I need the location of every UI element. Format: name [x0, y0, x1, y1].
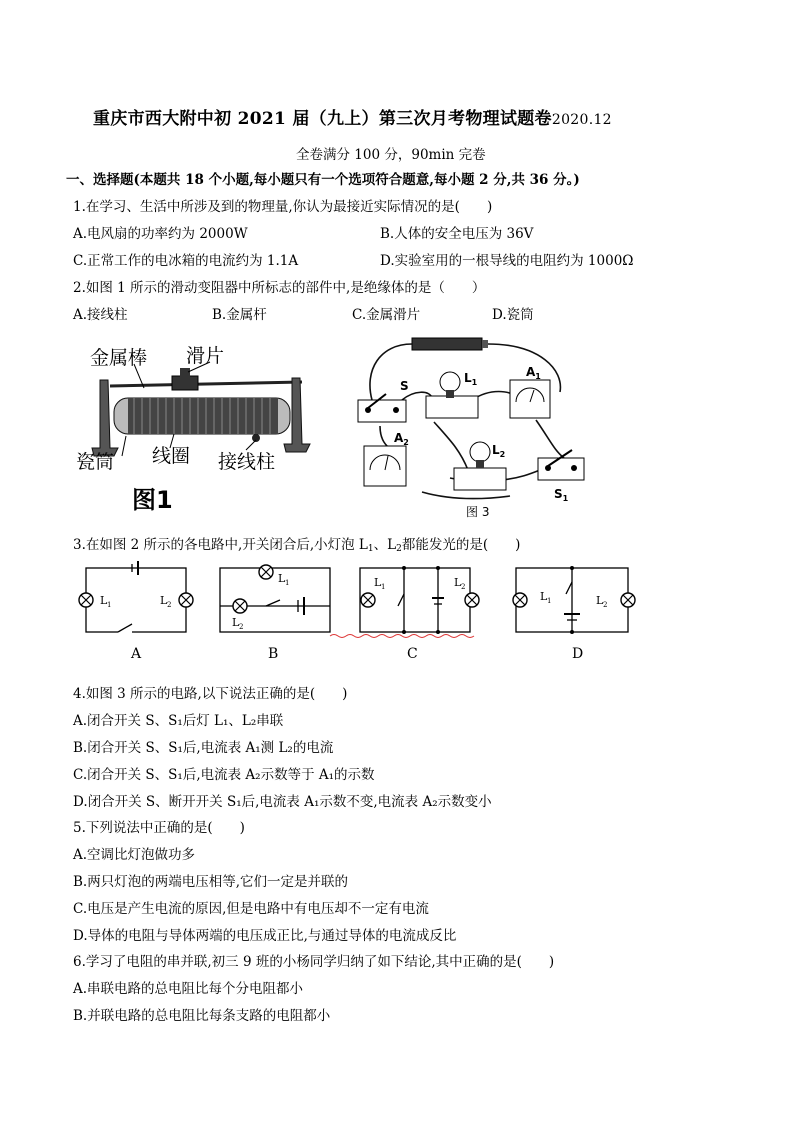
lamp-l2	[470, 442, 490, 462]
slider-knob	[180, 368, 190, 378]
svg-text:L: L	[100, 594, 108, 607]
q6-option-b: B.并联电路的总电阻比每条支路的电阻都小	[73, 1008, 331, 1024]
svg-text:2: 2	[239, 623, 244, 631]
circuit-d	[516, 568, 628, 632]
svg-text:L: L	[232, 616, 240, 629]
slider	[172, 376, 198, 390]
svg-text:L: L	[278, 572, 286, 585]
q5-option-d: D.导体的电阻与导体两端的电压成正比,与通过导体的电流成反比	[73, 928, 457, 944]
q6-option-a: A.串联电路的总电阻比每个分电阻都小	[73, 981, 304, 997]
metal-rod	[110, 382, 302, 386]
figure-1-caption: 图1	[132, 486, 173, 514]
switch-s1	[538, 458, 584, 480]
q3-option-a-label: A	[131, 646, 142, 662]
svg-text:1: 1	[107, 601, 112, 609]
q5-option-a: A.空调比灯泡做功多	[73, 847, 196, 863]
svg-text:L: L	[374, 576, 382, 589]
q4-option-a: A.闭合开关 S、S₁后灯 L₁、L₂串联	[73, 713, 284, 729]
title-text: 重庆市西大附中初 2021 届（九上）第三次月考物理试题卷	[93, 109, 552, 129]
page-subtitle: 全卷满分 100 分，90min 完卷	[296, 147, 486, 163]
q4-option-c: C.闭合开关 S、S₁后,电流表 A₂示数等于 A₁的示数	[73, 767, 375, 783]
svg-text:L: L	[160, 594, 168, 607]
q5-stem: 5.下列说法中正确的是( )	[73, 820, 245, 836]
q3-option-c-label: C	[407, 646, 418, 662]
svg-text:S1: $S_1$	[554, 487, 569, 503]
q4-stem: 4.如图 3 所示的电路,以下说法正确的是( )	[73, 686, 348, 702]
page-title	[93, 110, 612, 129]
svg-text:L: L	[540, 590, 548, 603]
label-porcelain-tube: 瓷筒	[76, 451, 115, 473]
figure-3-circuit	[350, 330, 598, 520]
q2-option-b: B.金属杆	[212, 307, 267, 323]
q3-stem: 3.在如图 2 所示的各电路中,开关闭合后,小灯泡 $L_1$、$L_2$都能发光的是( )	[73, 537, 521, 554]
label-terminal: 接线柱	[218, 451, 276, 473]
q4-option-d: D.闭合开关 S、断开开关 S₁后,电流表 A₁示数不变,电流表 A₂示数变小	[73, 794, 492, 810]
q2-option-d: D.瓷筒	[492, 307, 534, 323]
q5-option-c: C.电压是产生电流的原因,但是电路中有电压却不一定有电流	[73, 901, 429, 917]
svg-text:2: 2	[167, 601, 172, 609]
svg-text:1: 1	[547, 597, 552, 605]
q1-option-d: D.实验室用的一根导线的电阻约为 1000Ω	[380, 253, 634, 269]
svg-text:A1: $A_1$	[526, 365, 541, 381]
q1-stem: 1.在学习、生活中所涉及到的物理量,你认为最接近实际情况的是( )	[73, 199, 493, 215]
q2-option-a: A.接线柱	[73, 307, 128, 323]
terminal-post	[252, 434, 260, 442]
q3-stem-part1: 3.在如图 2 所示的各电路中,开关闭合后,小灯泡 L	[73, 537, 368, 553]
label-l2: L	[492, 443, 500, 457]
svg-text:2: 2	[461, 583, 466, 591]
q1-option-b: B.人体的安全电压为 36V	[380, 226, 534, 242]
figure-1-rheostat	[70, 338, 340, 523]
q3-option-d-label: D	[572, 646, 584, 662]
label-a1: A	[526, 365, 536, 379]
label-coil: 线圈	[152, 445, 191, 467]
svg-text:A2: $A_2$	[394, 431, 409, 447]
label-s1: S	[554, 487, 563, 501]
label-a2: A	[394, 431, 404, 445]
svg-text:L1: $L_1$	[464, 371, 478, 387]
label-s: S	[400, 379, 409, 393]
svg-text:L: L	[596, 594, 604, 607]
label-slider: 滑片	[186, 345, 225, 367]
q1-option-c: C.正常工作的电冰箱的电流约为 1.1A	[73, 253, 299, 269]
lamp-l1-base	[426, 396, 478, 418]
q6-stem: 6.学习了电阻的串并联,初三 9 班的小杨同学归纳了如下结论,其中正确的是( )	[73, 954, 555, 970]
svg-text:L: L	[454, 576, 462, 589]
svg-text:1: 1	[381, 583, 386, 591]
q3-stem-part2: 、L	[373, 537, 397, 553]
q3-option-b-label: B	[268, 646, 279, 662]
exam-date: 2020.12	[551, 112, 612, 128]
svg-text:2: 2	[603, 601, 608, 609]
q1-option-a: A.电风扇的功率约为 2000W	[73, 226, 248, 242]
q2-option-c: C.金属滑片	[352, 307, 421, 323]
q2-stem: 2.如图 1 所示的滑动变阻器中所标志的部件中,是绝缘体的是（ ）	[73, 280, 486, 296]
svg-text:L2: $L_2$	[492, 443, 506, 459]
label-l1: L	[464, 371, 472, 385]
lamp-l1	[440, 372, 460, 392]
svg-text:1: 1	[285, 579, 290, 587]
lamp-l2-base	[454, 468, 506, 490]
label-metal-rod: 金属棒	[90, 347, 148, 369]
q4-option-b: B.闭合开关 S、S₁后,电流表 A₁测 L₂的电流	[73, 740, 334, 756]
spellcheck-underline	[330, 635, 474, 638]
section-heading: 一、选择题(本题共 18 个小题,每小题只有一个选项符合题意,每小题 2 分,共 36 分。)	[66, 172, 580, 188]
figure-3-caption: 图 3	[466, 505, 490, 519]
q5-option-b: B.两只灯泡的两端电压相等,它们一定是并联的	[73, 874, 349, 890]
figure-2-circuits	[70, 560, 670, 640]
q3-stem-part3: 都能发光的是( )	[401, 537, 521, 553]
battery	[412, 338, 482, 350]
